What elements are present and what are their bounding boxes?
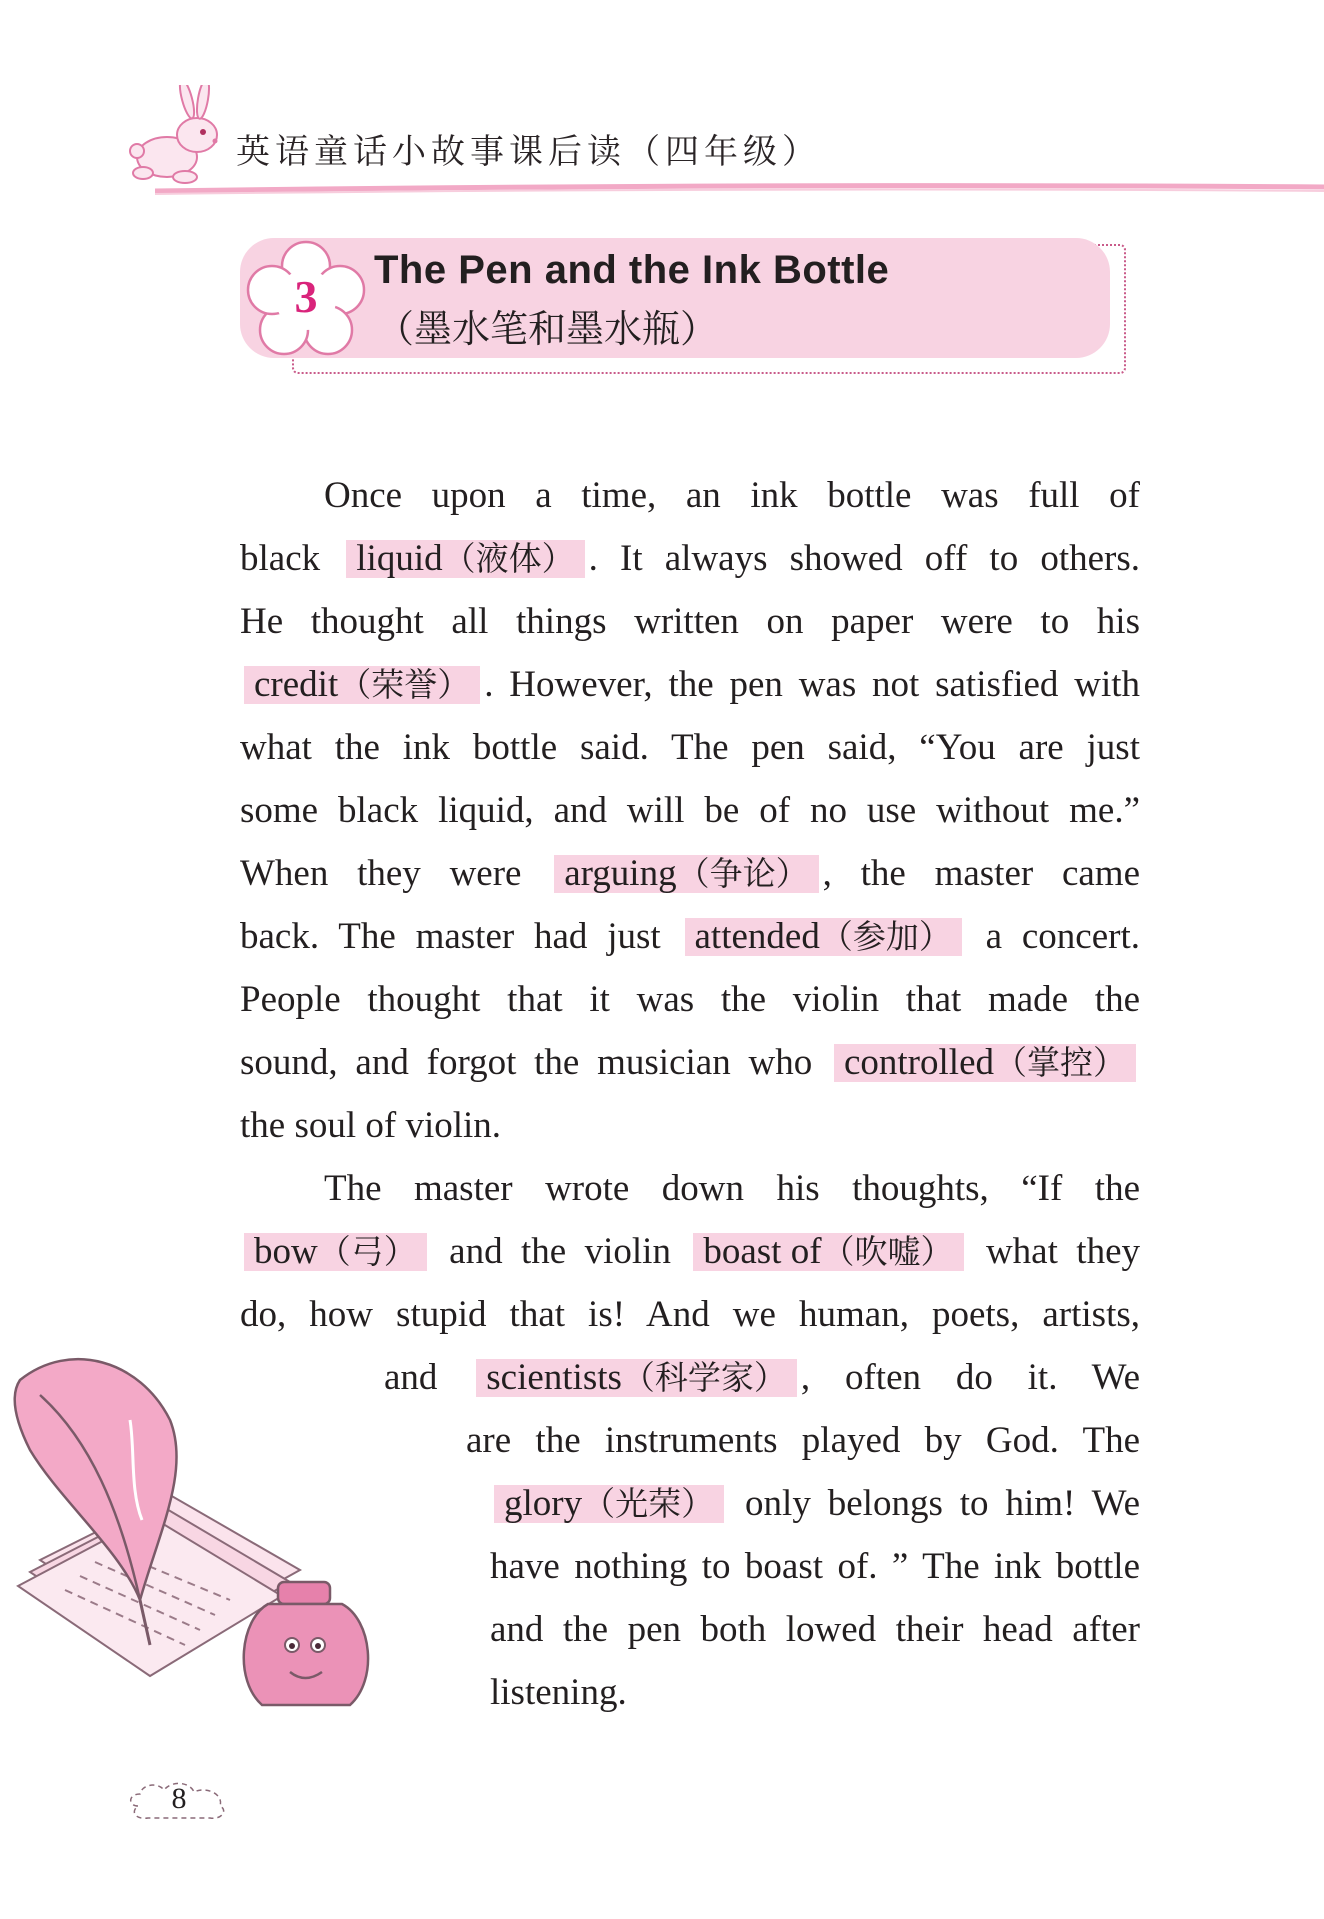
vocab-word: attended <box>694 916 820 957</box>
text-line <box>240 726 1140 770</box>
text-run: back. The master had just <box>240 916 681 957</box>
text-line <box>490 1608 1140 1652</box>
text-line <box>384 1356 1140 1400</box>
text-run: When they were <box>240 853 551 894</box>
vocab-word: bow <box>254 1231 318 1272</box>
text-run: only belongs to him! We <box>728 1483 1140 1524</box>
vocab-word: glory <box>504 1483 583 1524</box>
story-number: 3 <box>294 271 318 322</box>
page-header <box>0 0 1324 200</box>
story-title: The Pen and the Ink Bottle <box>374 248 890 292</box>
text-run: . However, the pen was not satisfied with <box>484 664 1140 705</box>
vocab-word: boast of <box>703 1231 822 1272</box>
text-line <box>240 1230 1140 1274</box>
text-run: what the ink bottle said. The pen said, “You are just <box>240 727 1140 768</box>
text-run: are the instruments played by God. The <box>466 1420 1140 1461</box>
text-line <box>240 852 1140 896</box>
text-line <box>240 915 1140 959</box>
text-line <box>240 600 1140 644</box>
vocab-translation: （液体） <box>442 539 575 578</box>
page-number: 8 <box>171 1782 187 1815</box>
text-run: People thought that it was the violin that made the <box>240 979 1140 1020</box>
vocab-highlight <box>244 666 480 704</box>
vocab-highlight <box>554 855 818 893</box>
vocab-highlight <box>685 918 962 956</box>
text-line <box>324 1167 1140 1211</box>
text-line <box>240 978 1140 1022</box>
text-run: what they <box>967 1231 1140 1272</box>
text-run: sound, and forgot the musician who <box>240 1042 830 1083</box>
text-run: listening. <box>490 1672 627 1713</box>
text-run: the soul of violin. <box>240 1105 502 1146</box>
vocab-highlight <box>834 1044 1136 1082</box>
text-run: , the master came <box>822 853 1141 894</box>
vocab-highlight <box>244 1233 427 1271</box>
vocab-translation: （争论） <box>676 854 809 893</box>
vocab-highlight <box>346 540 584 578</box>
book-title: 英语童话小故事课后读（四年级） <box>236 132 821 172</box>
text-run: , often do it. We <box>800 1357 1140 1398</box>
page-number-badge <box>124 1776 234 1826</box>
vocab-highlight <box>494 1485 724 1523</box>
vocab-translation: （科学家） <box>621 1358 787 1397</box>
rabbit-icon <box>125 85 235 195</box>
text-run: He thought all things written on paper were to his <box>240 601 1140 642</box>
text-line <box>490 1482 1140 1526</box>
vocab-translation: （荣誉） <box>338 665 471 704</box>
vocab-translation: （光荣） <box>582 1484 715 1523</box>
text-line <box>490 1545 1140 1589</box>
vocab-highlight <box>476 1359 797 1397</box>
text-run: . It always showed off to others. <box>588 538 1141 579</box>
vocab-word: liquid <box>356 538 443 579</box>
text-run: and the pen both lowed their head after <box>490 1609 1140 1650</box>
vocab-translation: （掌控） <box>994 1043 1126 1082</box>
text-run: do, how stupid that is! And we human, poets, artists, <box>240 1294 1140 1335</box>
text-run: some black liquid, and will be of no use without me.” <box>240 790 1140 831</box>
quill-and-ink-illustration <box>0 1300 440 1740</box>
story-subtitle: （墨水笔和墨水瓶） <box>376 307 719 351</box>
vocab-word: arguing <box>564 853 677 894</box>
vocab-word: scientists <box>486 1357 622 1398</box>
vocab-word: credit <box>254 664 339 705</box>
text-run: and <box>384 1357 473 1398</box>
text-run: The master wrote down his thoughts, “If the <box>324 1168 1140 1209</box>
text-line <box>466 1419 1140 1463</box>
vocab-translation: （弓） <box>317 1232 417 1271</box>
text-run: Once upon a time, an ink bottle was full of <box>324 475 1140 516</box>
text-line <box>240 1041 1140 1085</box>
story-title-banner <box>240 238 1110 358</box>
text-line <box>240 1104 501 1148</box>
vocab-word: controlled <box>843 1042 994 1083</box>
text-line <box>240 789 1140 833</box>
header-divider <box>155 183 1324 197</box>
text-line <box>324 474 1140 518</box>
text-run: have nothing to boast of. ” The ink bottle <box>490 1546 1140 1587</box>
text-run: and the violin <box>430 1231 690 1272</box>
text-line <box>240 663 1140 707</box>
text-run: black <box>240 538 343 579</box>
vocab-translation: （参加） <box>819 917 952 956</box>
vocab-translation: （吹嘘） <box>821 1232 954 1271</box>
text-line <box>490 1671 627 1715</box>
text-line <box>240 537 1140 581</box>
vocab-highlight <box>693 1233 963 1271</box>
text-run: a concert. <box>965 916 1140 957</box>
